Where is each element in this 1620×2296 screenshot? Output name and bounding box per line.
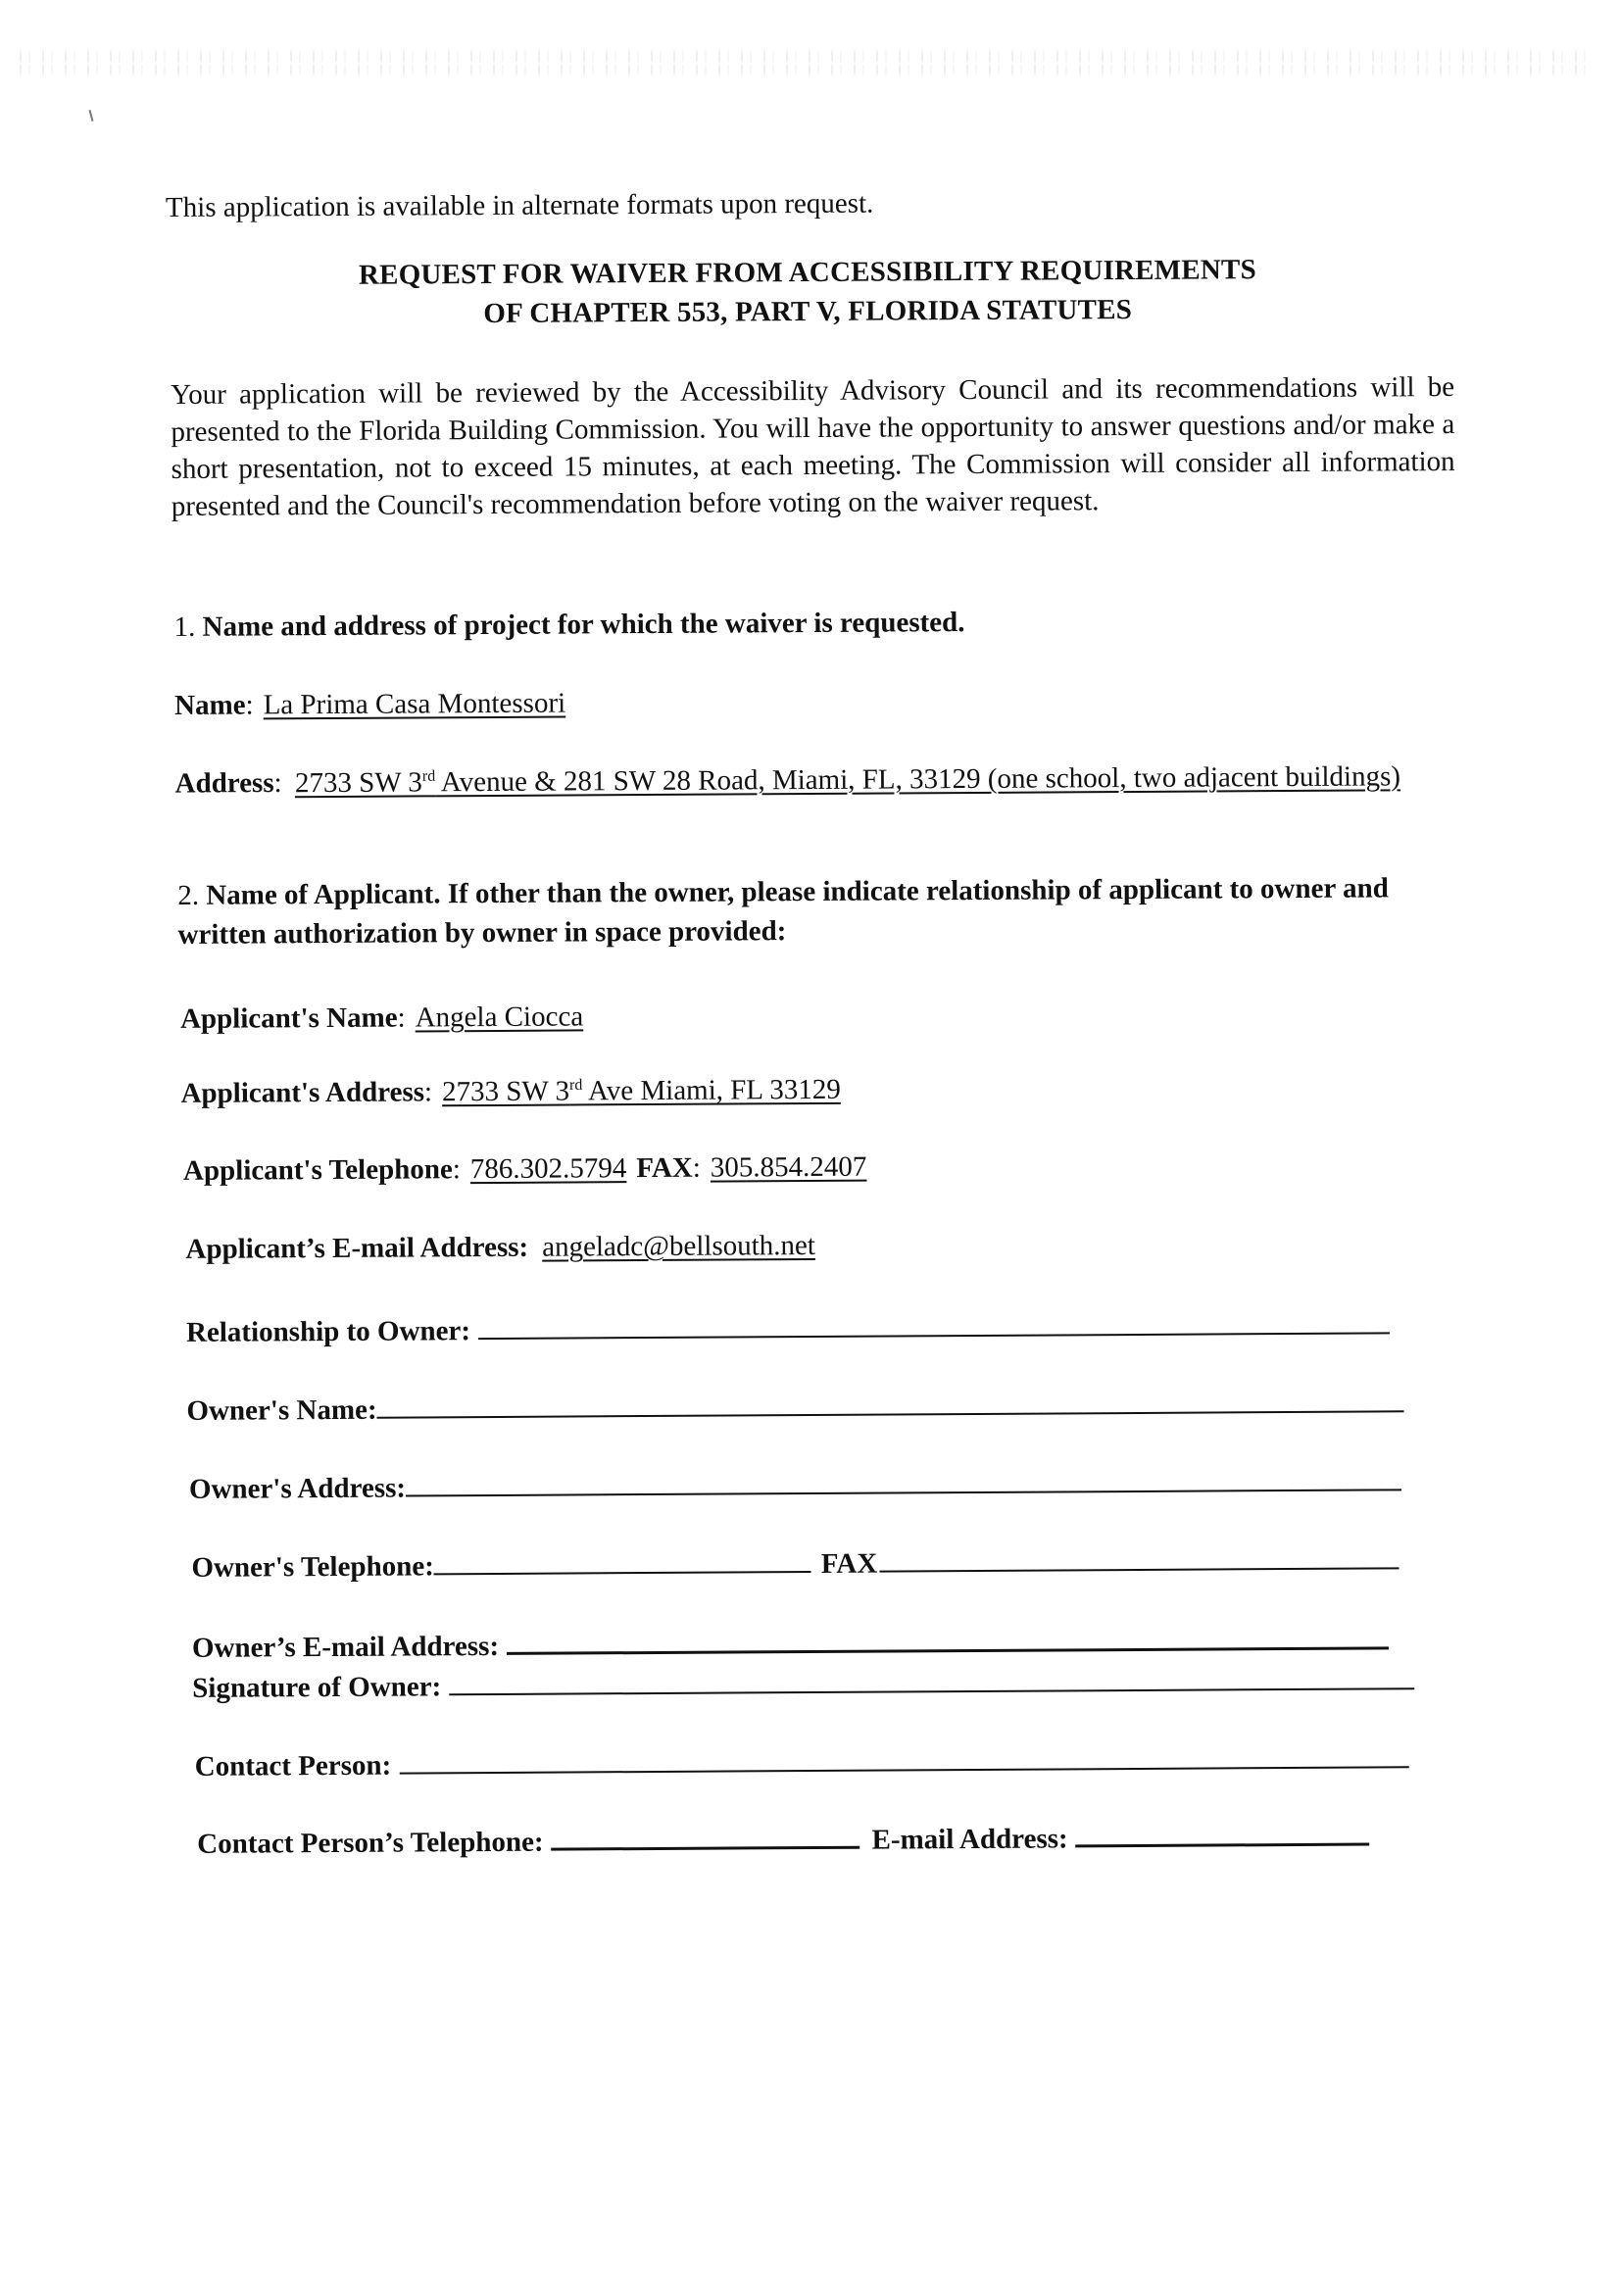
owner-email-field (192, 1625, 1389, 1664)
project-address-value[interactable] (295, 760, 1400, 799)
applicant-email-label: Applicant’s E-mail Address: (185, 1231, 529, 1265)
owner-name-field (186, 1388, 1403, 1428)
contact-telephone-label: Contact Person’s Telephone: (197, 1826, 544, 1860)
owner-address-label: Owner's Address: (188, 1472, 407, 1505)
owner-address-field (189, 1466, 1401, 1506)
project-name-label: Name (174, 689, 246, 721)
colon: : (692, 1151, 701, 1184)
document-title-line-1: REQUEST FOR WAIVER FROM ACCESSIBILITY REQUIREMENTS (358, 254, 1256, 291)
colon: : (397, 1001, 406, 1034)
applicant-address-part2: Ave Miami, FL 33129 (582, 1073, 841, 1107)
owner-email-label: Owner’s E-mail Address: (191, 1630, 500, 1664)
document-title-line-2: OF CHAPTER 553, PART V, FLORIDA STATUTES (483, 293, 1133, 330)
owner-telephone-field (191, 1544, 1399, 1585)
owner-email-input[interactable] (507, 1625, 1389, 1654)
colon: : (452, 1153, 461, 1186)
colon: : (423, 1076, 433, 1108)
project-address-label: Address (174, 766, 274, 800)
applicant-telephone-label: Applicant's Telephone (182, 1153, 453, 1187)
section-2-heading (177, 868, 1461, 954)
applicant-fax-label: FAX (636, 1151, 693, 1185)
owner-fax-input[interactable] (879, 1545, 1399, 1572)
applicant-fax-value[interactable]: 305.854.2407 (710, 1150, 867, 1184)
owner-telephone-input[interactable] (434, 1549, 811, 1575)
contact-person-input[interactable] (399, 1744, 1408, 1774)
applicant-telephone-field (183, 1151, 867, 1188)
project-name-value[interactable]: La Prima Casa Montessori (263, 687, 566, 721)
owner-signature-field (192, 1665, 1414, 1705)
contact-email-label: E-mail Address: (871, 1823, 1068, 1856)
contact-telephone-field (197, 1822, 1370, 1861)
applicant-address-sup: rd (568, 1076, 583, 1094)
colon: : (245, 689, 254, 721)
owner-address-input[interactable] (406, 1467, 1401, 1496)
applicant-name-field (180, 1001, 583, 1036)
owner-name-input[interactable] (376, 1389, 1403, 1418)
applicant-address-label: Applicant's Address (180, 1076, 425, 1109)
project-name-field (174, 688, 565, 722)
availability-note: This application is available in alternate formats upon request. (165, 187, 874, 224)
contact-person-field (195, 1743, 1409, 1783)
applicant-email-field (185, 1230, 815, 1266)
contact-telephone-input[interactable] (551, 1825, 859, 1851)
applicant-email-value[interactable]: angeladc@bellsouth.net (542, 1229, 816, 1263)
applicant-address-part1: 2733 SW 3 (441, 1075, 570, 1108)
contact-email-input[interactable] (1076, 1822, 1370, 1848)
colon: : (273, 766, 282, 799)
intro-paragraph: Your application will be reviewed by the Accessibility Advisory Council and its recommendations will be presented to the Florida Building Commission. You will have the opportunity to answer questions and/or make a short presentation, not to exceed 15 minutes, at each meeting. The Commission will consider all information presented and the Council's recommendation before voting on the waiver request. (171, 370, 1455, 522)
section-1-heading-text: Name and address of project for which the waiver is requested. (202, 607, 965, 643)
owner-signature-label: Signature of Owner: (192, 1671, 442, 1704)
section-2-heading-text: Name of Applicant. If other than the owner, please indicate relationship of applicant to owner and written authorization by owner in space provided: (177, 872, 1389, 951)
relationship-to-owner-label: Relationship to Owner: (185, 1315, 471, 1348)
owner-telephone-label: Owner's Telephone: (191, 1550, 434, 1584)
relationship-to-owner-input[interactable] (478, 1310, 1390, 1340)
applicant-address-field (180, 1074, 840, 1110)
applicant-telephone-value[interactable]: 786.302.5794 (469, 1152, 627, 1186)
applicant-address-value[interactable] (442, 1074, 841, 1108)
section-2-number: 2. (177, 879, 200, 911)
project-address-part2: Avenue & 281 SW 28 Road, Miami, FL, 33129 (one school, two adjacent buildings) (435, 759, 1401, 798)
applicant-name-label: Applicant's Name (179, 1001, 398, 1035)
owner-name-label: Owner's Name: (186, 1393, 377, 1427)
project-address-sup: rd (421, 767, 436, 785)
contact-person-label: Contact Person: (194, 1749, 392, 1783)
applicant-name-value[interactable]: Angela Ciocca (415, 1001, 584, 1034)
relationship-to-owner-field (186, 1309, 1390, 1349)
project-address-field (174, 751, 1458, 804)
section-1-heading (174, 607, 965, 644)
project-address-part1: 2733 SW 3 (294, 766, 422, 799)
owner-signature-input[interactable] (449, 1666, 1414, 1695)
section-1-number: 1. (173, 611, 196, 643)
owner-fax-label: FAX (820, 1547, 878, 1580)
